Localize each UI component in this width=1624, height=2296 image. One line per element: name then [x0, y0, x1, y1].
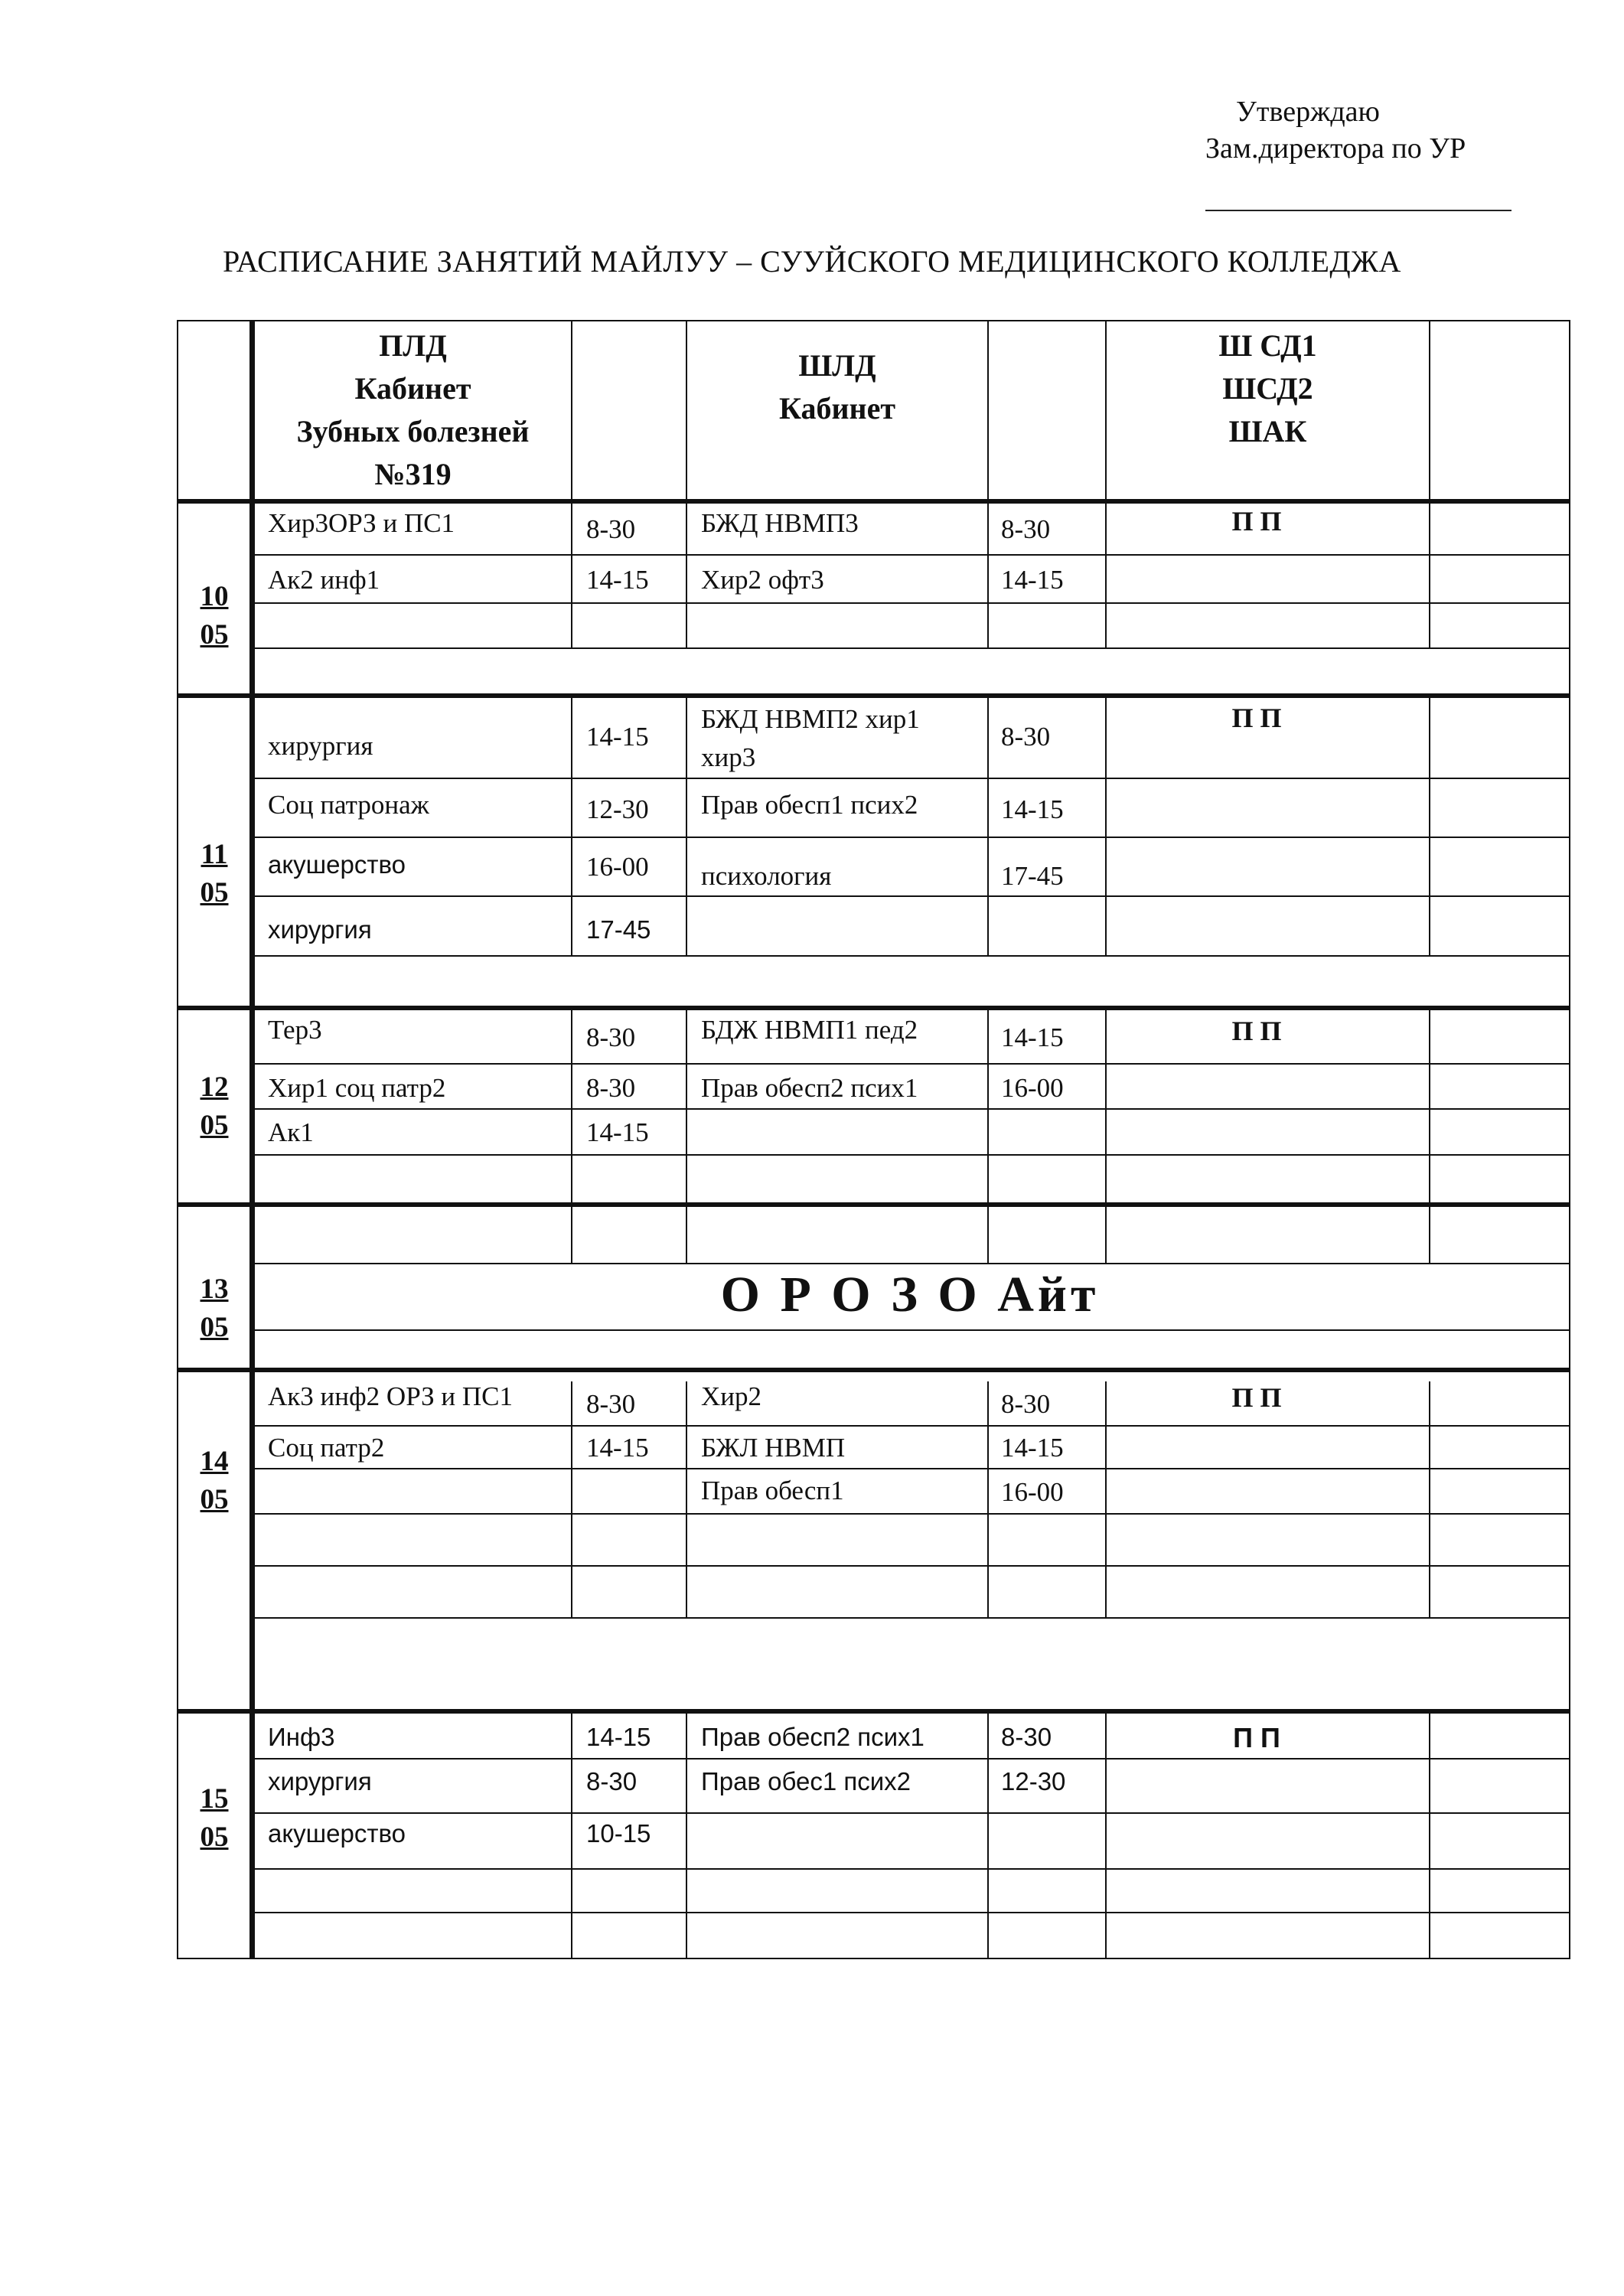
group1-lesson: Инф3 — [268, 1723, 335, 1751]
date-day: 13 — [200, 1274, 229, 1305]
group1-lesson: акушерство — [268, 1819, 406, 1848]
blank-row — [255, 957, 1567, 1006]
group1-header-line: Зубных болезней — [296, 414, 530, 448]
row-line — [255, 1912, 1569, 1913]
group2-lesson-line: хир3 — [701, 742, 756, 772]
group1-header-line: ПЛД — [379, 328, 447, 363]
row-line — [255, 1425, 1569, 1427]
date-day: 15 — [200, 1783, 229, 1815]
col-divider — [686, 320, 687, 1263]
group1-time: 8-30 — [586, 1073, 636, 1103]
col-divider — [571, 1711, 572, 1958]
col-divider — [1429, 1381, 1430, 1619]
row-line — [255, 895, 1569, 897]
row-line — [255, 837, 1569, 838]
group2-lesson: Прав обес1 псих2 — [701, 1767, 911, 1795]
group2-time: 14-15 — [1001, 1022, 1064, 1052]
group1-time: 10-15 — [586, 1819, 651, 1848]
row-line — [255, 1108, 1569, 1110]
day-separator — [177, 693, 1569, 698]
group1-time: 14-15 — [586, 565, 649, 595]
group2-time: 16-00 — [1001, 1477, 1064, 1507]
group1-lesson: Хир3ОРЗ и ПС1 — [268, 508, 455, 538]
group1-lesson: хирургия — [268, 1767, 372, 1795]
group2-lesson: Прав обесп2 псих1 — [701, 1723, 925, 1751]
holiday-banner: О Р О З О Айт — [720, 1267, 1100, 1322]
group1-time: 8-30 — [586, 1022, 636, 1052]
date-month: 05 — [200, 877, 229, 908]
group1-lesson: акушерство — [268, 850, 406, 879]
practice-label: П П — [1233, 1722, 1280, 1753]
group1-lesson: Соц патр2 — [268, 1433, 385, 1463]
date-month: 05 — [200, 619, 229, 651]
row-line — [255, 1812, 1569, 1814]
date-cell — [190, 1443, 239, 1519]
group2-lesson: БЖЛ НВМП — [701, 1433, 846, 1463]
group1-time: 14-15 — [586, 1723, 651, 1751]
date-cell — [190, 1270, 239, 1347]
approval-block — [1205, 93, 1511, 211]
day-separator — [177, 1202, 1569, 1207]
group3-header — [1107, 325, 1429, 453]
group1-time: 8-30 — [586, 1767, 638, 1795]
group2-lesson-line: БЖД НВМП2 хир1 — [701, 704, 920, 734]
col-divider — [571, 1205, 572, 1263]
col-divider — [1105, 320, 1107, 1263]
col-divider — [1429, 320, 1430, 1263]
col-divider — [686, 1711, 687, 1958]
row-line — [255, 955, 1569, 957]
group2-time: 8-30 — [1001, 514, 1051, 544]
row-line — [255, 1617, 1569, 1619]
group1-lesson: Ак3 инф2 ОРЗ и ПС1 — [268, 1381, 513, 1411]
date-month: 05 — [200, 1484, 229, 1515]
row-line — [255, 602, 1569, 604]
row-line — [255, 647, 1569, 649]
row-line — [255, 1063, 1569, 1065]
practice-label: П П — [1231, 506, 1282, 536]
date-day: 14 — [200, 1446, 229, 1477]
group3-header-line: ШАК — [1228, 414, 1307, 448]
group2-time: 12-30 — [1001, 1767, 1066, 1795]
group1-time: 14-15 — [586, 722, 649, 752]
date-month: 05 — [200, 1821, 229, 1853]
col-divider — [987, 1711, 989, 1958]
group1-lesson: хирургия — [268, 915, 372, 944]
group2-header — [687, 344, 987, 430]
col-divider — [686, 1381, 687, 1619]
group1-lesson: Ак1 — [268, 1117, 314, 1147]
day-separator — [177, 499, 1569, 504]
group2-time: 16-00 — [1001, 1073, 1064, 1103]
group2-lesson: БЖД НВМП3 — [701, 508, 859, 538]
group2-time: 8-30 — [1001, 722, 1051, 752]
date-month: 05 — [200, 1312, 229, 1343]
group1-lesson: Хир1 соц патр2 — [268, 1073, 446, 1103]
col-divider — [987, 320, 989, 1263]
blank-row — [255, 1619, 1567, 1709]
row-line — [255, 1758, 1569, 1760]
group1-time: 8-30 — [586, 1389, 636, 1419]
group1-lesson: Соц патронаж — [268, 790, 429, 820]
group2-lesson: Прав обесп2 псих1 — [701, 1073, 918, 1103]
group1-time: 14-15 — [586, 1433, 649, 1463]
group1-time: 8-30 — [586, 514, 636, 544]
group1-lesson: хирургия — [268, 731, 373, 761]
date-cell — [190, 836, 239, 912]
group3-header-line: ШСД2 — [1222, 371, 1313, 406]
page-title: РАСПИСАНИЕ ЗАНЯТИЙ МАЙЛУУ – СУУЙСКОГО МЕДИЦИНСКОГО КОЛЛЕДЖА — [223, 244, 1401, 279]
group2-lesson: Хир2 — [701, 1381, 762, 1411]
date-cell — [190, 578, 239, 654]
group1-time: 14-15 — [586, 1117, 649, 1147]
date-day: 10 — [200, 581, 229, 612]
group2-header-line: ШЛД — [798, 348, 876, 383]
col-divider — [1105, 1381, 1107, 1619]
group2-time: 14-15 — [1001, 794, 1064, 824]
practice-label: П П — [1231, 703, 1282, 733]
practice-label: П П — [1231, 1382, 1282, 1413]
group2-time: 8-30 — [1001, 1723, 1052, 1751]
group2-time: 14-15 — [1001, 565, 1064, 595]
group1-header-line: Кабинет — [354, 371, 471, 406]
date-month: 05 — [200, 1110, 229, 1141]
date-day: 11 — [201, 839, 228, 870]
day-separator — [177, 1006, 1569, 1010]
row-line — [255, 1329, 1569, 1331]
group2-time: 8-30 — [1001, 1389, 1051, 1419]
col-divider — [571, 1381, 572, 1619]
approval-line-1: Утверждаю — [1236, 96, 1380, 128]
row-line — [255, 1565, 1569, 1567]
day-separator — [177, 1368, 1569, 1372]
group1-header-line: №319 — [374, 457, 452, 491]
group1-time: 17-45 — [586, 915, 651, 944]
row-line — [255, 1154, 1569, 1156]
row-line — [255, 778, 1569, 779]
group2-time: 14-15 — [1001, 1433, 1064, 1463]
group2-time: 17-45 — [1001, 861, 1064, 891]
group2-lesson: психология — [701, 861, 832, 891]
group1-lesson: Тер3 — [268, 1015, 322, 1045]
row-line — [255, 1468, 1569, 1469]
row-line — [255, 1868, 1569, 1870]
group1-time: 16-00 — [586, 852, 649, 882]
row-line — [255, 1513, 1569, 1515]
date-day: 12 — [200, 1071, 229, 1103]
signature-line — [1205, 171, 1511, 211]
row-line — [255, 1263, 1569, 1264]
practice-label: П П — [1231, 1016, 1282, 1046]
date-cell — [190, 1068, 239, 1145]
row-line — [255, 554, 1569, 556]
group1-header — [255, 325, 571, 496]
group2-lesson: Прав обесп1 псих2 — [701, 790, 918, 820]
blank-row — [255, 649, 1567, 693]
date-cell — [190, 1780, 239, 1857]
group2-header-line: Кабинет — [779, 391, 895, 426]
col-divider — [987, 1381, 989, 1619]
group1-lesson: Ак2 инф1 — [268, 565, 380, 595]
group1-time: 12-30 — [586, 794, 649, 824]
approval-line-2: Зам.директора по УР — [1205, 132, 1466, 165]
day-separator — [177, 1709, 1569, 1714]
col-divider — [571, 320, 572, 1263]
group2-lesson: Прав обесп1 — [701, 1476, 844, 1505]
col-divider — [1429, 1711, 1430, 1958]
group3-header-line: Ш СД1 — [1218, 328, 1317, 363]
group2-lesson: БДЖ НВМП1 пед2 — [701, 1015, 918, 1045]
group2-lesson: Хир2 офт3 — [701, 565, 824, 595]
